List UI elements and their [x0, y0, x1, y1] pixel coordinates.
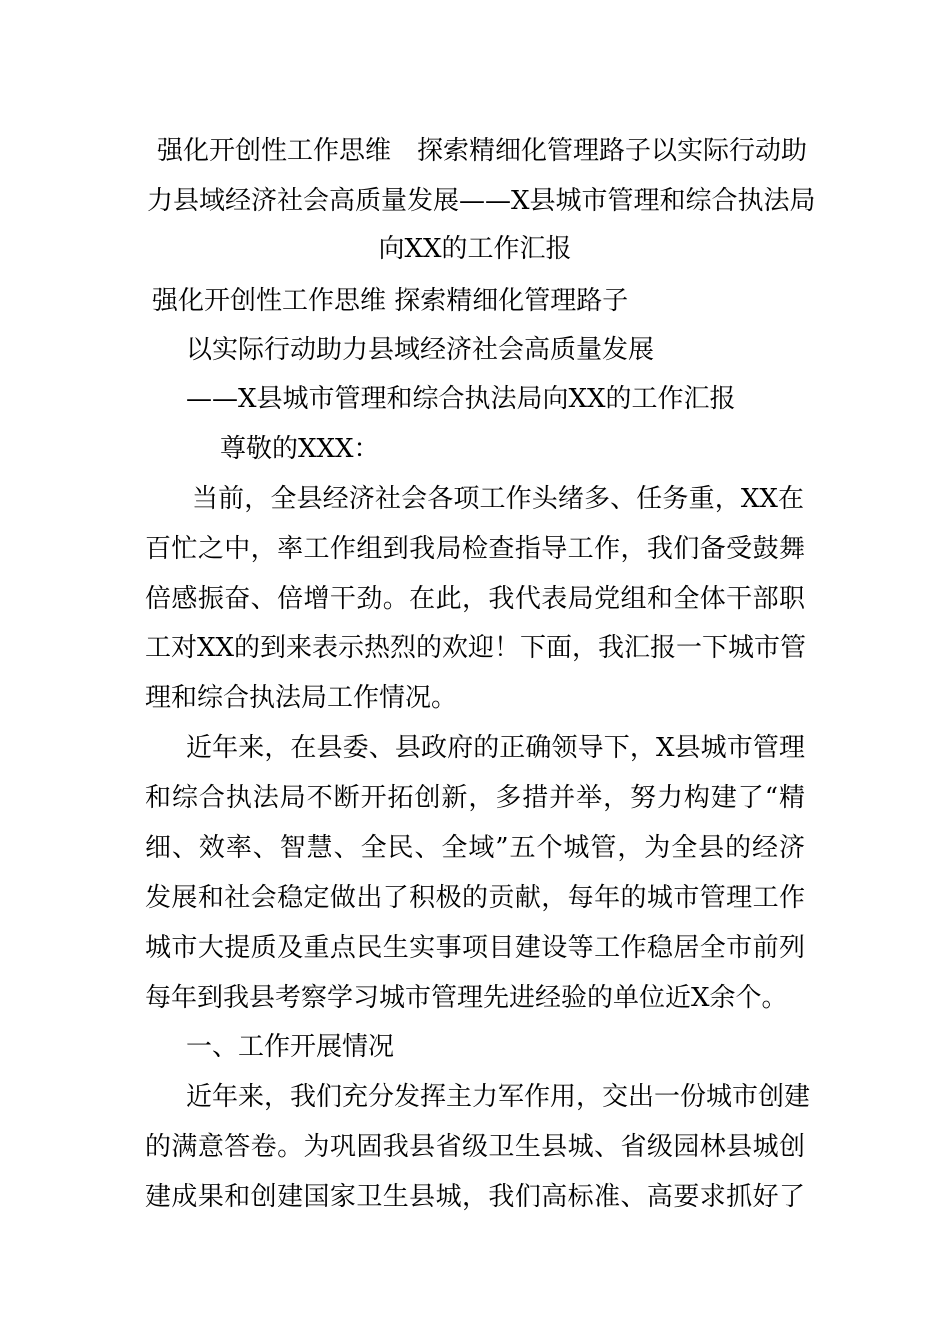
title-line-2: 力县域经济社会高质量发展——X县城市管理和综合执法局: [147, 186, 816, 216]
paragraph-1-line-2: 百忙之中，率工作组到我局检查指导工作，我们备受鼓舞: [145, 534, 805, 564]
paragraph-2-line-4: 发展和社会稳定做出了积极的贡献，每年的城市管理工作: [145, 883, 805, 913]
paragraph-2-line-3: 细、效率、智慧、全民、全域”五个城管，为全县的经济: [145, 833, 805, 863]
paragraph-3-line-1: 近年来，我们充分发挥主力军作用，交出一份城市创建: [186, 1082, 811, 1112]
title-line-1: 强化开创性工作思维 探索精细化管理路子以实际行动助: [157, 136, 808, 166]
paragraph-3-line-3: 建成果和创建国家卫生县城，我们高标准、高要求抓好了: [145, 1182, 805, 1212]
subtitle-line-3: ——X县城市管理和综合执法局向XX的工作汇报: [186, 384, 736, 414]
paragraph-3-line-2: 的满意答卷。为巩固我县省级卫生县城、省级园林县城创: [145, 1132, 805, 1162]
paragraph-1-line-4: 工对XX的到来表示热烈的欢迎！下面，我汇报一下城市管: [145, 633, 807, 663]
paragraph-2-line-2: 和综合执法局不断开拓创新，多措并举，努力构建了“精: [145, 783, 805, 813]
subtitle-line-2: 以实际行动助力县域经济社会高质量发展: [186, 335, 655, 365]
paragraph-1-line-1: 当前，全县经济社会各项工作头绪多、任务重，XX在: [192, 484, 804, 514]
paragraph-2-line-5: 城市大提质及重点民生实事项目建设等工作稳居全市前列: [145, 933, 805, 963]
paragraph-2-line-1: 近年来，在县委、县政府的正确领导下，X县城市管理: [186, 733, 805, 763]
subtitle-line-1: 强化开创性工作思维 探索精细化管理路子: [152, 286, 629, 316]
paragraph-1-line-5: 理和综合执法局工作情况。: [145, 683, 458, 713]
title-line-3: 向XX的工作汇报: [378, 234, 572, 264]
paragraph-2-line-6: 每年到我县考察学习城市管理先进经验的单位近X余个。: [145, 983, 788, 1013]
paragraph-1-line-3: 倍感振奋、倍增干劲。在此，我代表局党组和全体干部职: [145, 584, 805, 614]
section-heading: 一、工作开展情况: [186, 1032, 395, 1062]
salutation: 尊敬的XXX：: [220, 434, 380, 464]
